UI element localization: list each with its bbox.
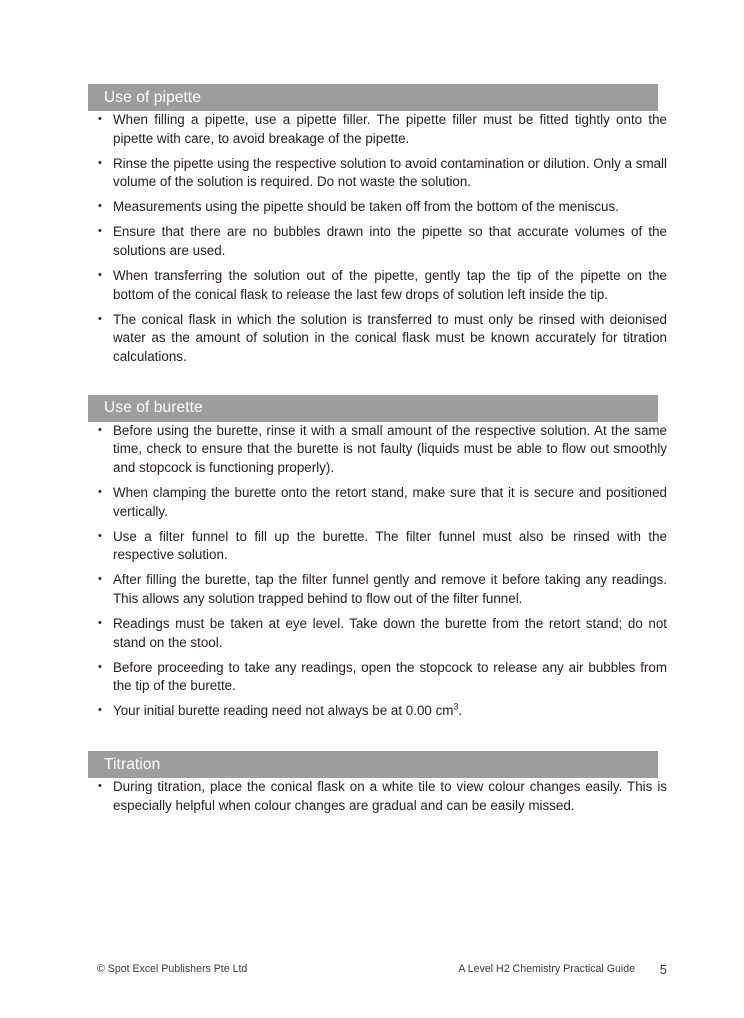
list-item: • Rinse the pipette using the respective solution to avoid contamination or dilution. Only a small volume of the solution is required. Do not waste the solution. — [97, 155, 667, 192]
list-item-burette-reading — [97, 702, 667, 721]
list-item: • Before proceeding to take any readings, open the stopcock to release any air bubbles from the tip of the burette. — [97, 659, 667, 696]
section-spacer — [97, 721, 667, 751]
bullet-list-titration — [97, 778, 667, 815]
cubic-superscript: 3 — [453, 701, 459, 712]
section-header-burette — [88, 395, 658, 422]
footer-page-number: 5 — [659, 962, 667, 977]
list-item: • After filling the burette, tap the filter funnel gently and remove it before taking any readings. This allows any solution trapped behind to flow out of the filter funnel. — [97, 571, 667, 608]
section-header-pipette — [88, 84, 658, 111]
list-item: • Ensure that there are no bubbles drawn into the pipette so that accurate volumes of the solutions are used. — [97, 223, 667, 260]
section-title-burette: Use of burette — [104, 399, 203, 417]
list-item: • When transferring the solution out of the pipette, gently tap the tip of the pipette on the bottom of the conical flask to release the last few drops of solution left inside the tip. — [97, 267, 667, 304]
bullet-list-pipette — [97, 111, 667, 367]
burette-reading-text: Your initial burette reading need not always be at 0.00 cm — [113, 703, 454, 719]
footer-guide-title: A Level H2 Chemistry Practical Guide — [458, 963, 635, 975]
list-item: • Readings must be taken at eye level. Take down the burette from the retort stand; do not stand on the stool. — [97, 615, 667, 652]
section-spacer — [97, 367, 667, 395]
list-item: • Use a filter funnel to fill up the burette. The filter funnel must also be rinsed with the respective solution. — [97, 528, 667, 565]
footer-copyright: © Spot Excel Publishers Pte Ltd — [97, 963, 248, 975]
list-item: • When clamping the burette onto the retort stand, make sure that it is secure and positioned vertically. — [97, 484, 667, 521]
list-item: • When filling a pipette, use a pipette filler. The pipette filler must be fitted tightly onto the pipette with care, to avoid breakage of the pipette. — [97, 111, 667, 148]
burette-reading-period: . — [458, 703, 463, 719]
page-footer — [97, 963, 667, 981]
list-item: • Measurements using the pipette should be taken off from the bottom of the meniscus. — [97, 198, 667, 217]
section-header-titration — [88, 751, 658, 778]
section-title-pipette: Use of pipette — [104, 88, 202, 106]
list-item: • Before using the burette, rinse it with a small amount of the respective solution. At the same time, check to ensure that the burette is not faulty (liquids must be able to flow out smoothly and stopcock is functioning properly). — [97, 422, 667, 478]
page-content — [97, 84, 667, 815]
list-item: • The conical flask in which the solution is transferred to must only be rinsed with deionised water as the amount of solution in the conical flask must be known accurately for titration calculations. — [97, 311, 667, 367]
bullet-list-burette — [97, 422, 667, 721]
list-item: • During titration, place the conical flask on a white tile to view colour changes easily. This is especially helpful when colour changes are gradual and can be easily missed. — [97, 778, 667, 815]
section-title-titration: Titration — [104, 755, 161, 773]
